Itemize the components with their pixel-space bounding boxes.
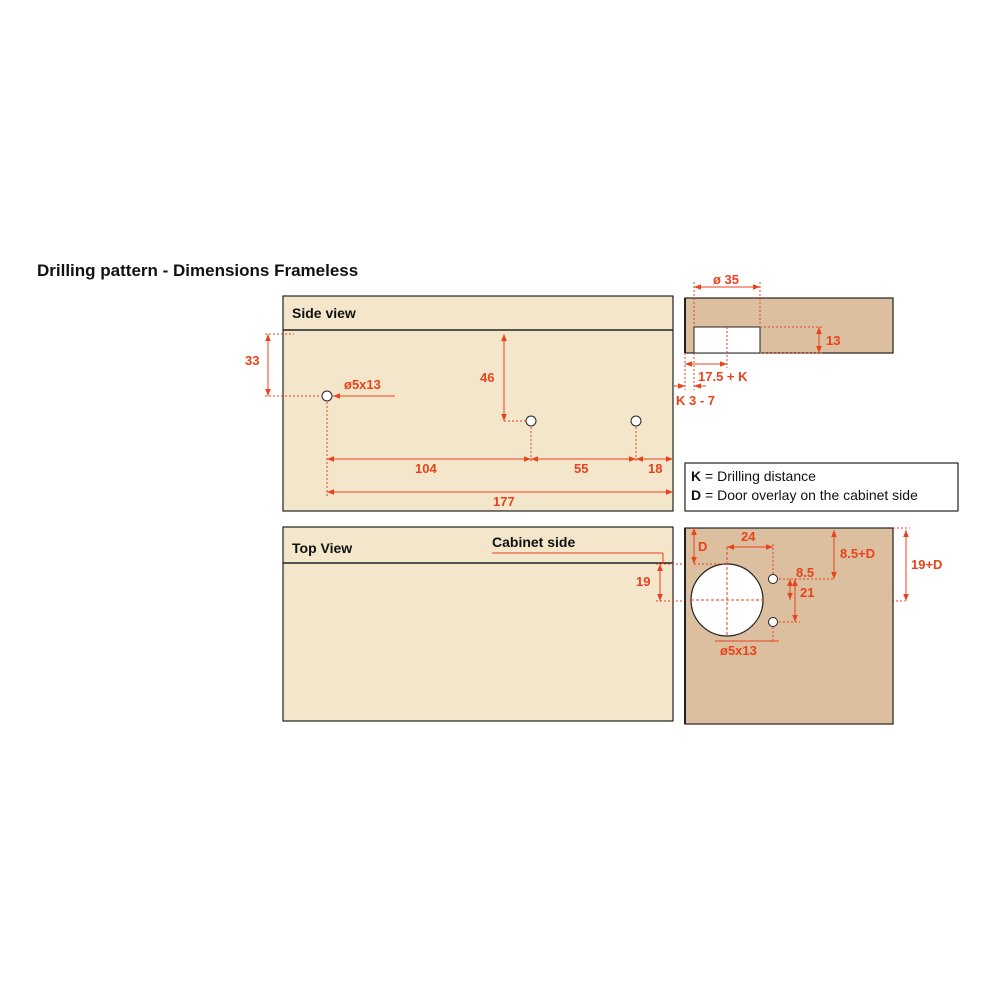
dimension-d: D (698, 539, 708, 554)
front-cabinet-detail (685, 528, 942, 724)
front-hole-spec-label: ø5x13 (720, 643, 757, 658)
dimension-21: 21 (800, 585, 815, 600)
dimension-24: 24 (741, 529, 756, 544)
top-view-label: Top View (292, 540, 353, 556)
dimension-8-5-plus-d: 8.5+D (840, 546, 876, 561)
dimension-55: 55 (574, 461, 589, 476)
dimension-177: 177 (493, 494, 515, 509)
dimension-104: 104 (415, 461, 437, 476)
screw-hole (769, 618, 778, 627)
dimension-19-plus-d: 19+D (911, 557, 943, 572)
dimension-cup-offset: 17.5 + K (698, 369, 748, 384)
hole-mark (631, 416, 641, 426)
dimension-8-5: 8.5 (796, 565, 815, 580)
legend-box (685, 463, 958, 511)
side-view-panel (245, 296, 673, 511)
dimension-cup-depth: 13 (826, 333, 841, 348)
hole-spec-label: ø5x13 (344, 377, 381, 392)
dimension-46: 46 (480, 370, 495, 385)
legend-text-k: = Drilling distance (701, 468, 816, 484)
dimension-18: 18 (648, 461, 663, 476)
legend-text-d: = Door overlay on the cabinet side (701, 487, 918, 503)
legend-key-k: K (691, 468, 702, 484)
page-title: Drilling pattern - Dimensions Frameless (37, 261, 359, 280)
cabinet-side-label: Cabinet side (492, 534, 576, 550)
legend-key-d: D (691, 487, 702, 503)
side-view-label: Side view (292, 305, 356, 321)
hole-mark (526, 416, 536, 426)
hole-mark (322, 391, 332, 401)
dimension-k-range: K 3 - 7 (676, 393, 716, 408)
legend-item-d (691, 487, 918, 503)
cup-section-detail (674, 272, 893, 408)
dimension-33: 33 (245, 353, 260, 368)
screw-hole (769, 575, 778, 584)
dimension-19: 19 (636, 574, 651, 589)
legend-item-k (691, 468, 816, 484)
dimension-cup-diameter: ø 35 (713, 272, 740, 287)
